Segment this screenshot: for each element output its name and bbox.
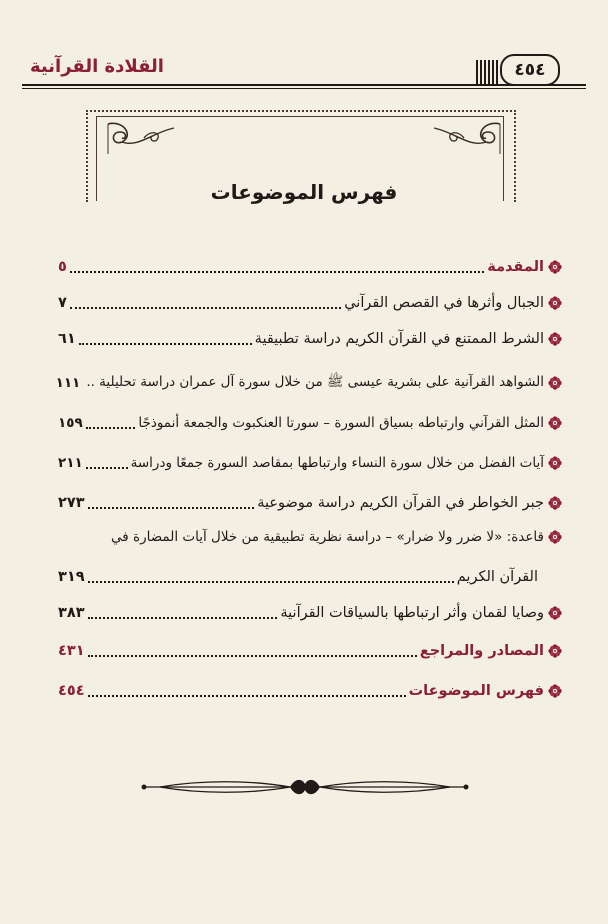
toc-entry[interactable]: [58, 408, 562, 438]
toc-entry-page: ٤٣١: [58, 643, 85, 659]
dot-leader: [88, 694, 406, 697]
dot-leader: [86, 426, 136, 429]
toc-entry-title: فهرس الموضوعات: [408, 683, 544, 699]
book-title: القلادة القرآنية: [30, 56, 164, 77]
toc-entry-page: ٧: [58, 295, 67, 311]
flower-bullet-icon: [548, 606, 562, 620]
toc-entry[interactable]: [58, 488, 562, 518]
toc-entry-page: ٢٧٣: [58, 495, 85, 511]
divider-ornament-icon: [140, 772, 470, 802]
flower-bullet-icon: [548, 376, 562, 390]
toc-entry-page: ١١١: [55, 375, 81, 391]
toc-entry-continuation[interactable]: [58, 562, 562, 592]
toc-entry[interactable]: [58, 676, 562, 706]
page-title: فهرس الموضوعات: [210, 180, 398, 204]
toc-entry[interactable]: [58, 522, 562, 552]
toc-entry[interactable]: [58, 324, 562, 354]
flower-bullet-icon: [548, 644, 562, 658]
flower-bullet-icon: [548, 416, 562, 430]
toc-entry-title-continuation: القرآن الكريم: [456, 569, 538, 585]
flower-bullet-icon: [548, 332, 562, 346]
flower-bullet-icon: [548, 530, 562, 544]
toc-entry[interactable]: [58, 448, 562, 478]
dot-leader: [88, 654, 417, 657]
flower-bullet-icon: [548, 260, 562, 274]
dot-leader: [79, 342, 252, 345]
toc-entry-page: ٣٨٣: [58, 605, 85, 621]
dot-leader: [88, 506, 255, 509]
dot-leader: [88, 616, 278, 619]
toc-entry[interactable]: [58, 636, 562, 666]
toc-entry-title: آيات الفضل من خلال سورة النساء وارتباطها بمقاصد السورة جمعًا ودراسة: [130, 455, 544, 471]
toc-entry[interactable]: [55, 368, 562, 398]
header-rule: [22, 84, 586, 86]
toc-entry-page: ٦١: [58, 331, 76, 347]
dot-leader: [70, 270, 484, 273]
toc-entry-title: الشرط الممتنع في القرآن الكريم دراسة تطبيقية: [254, 331, 544, 347]
toc-entry[interactable]: [58, 288, 562, 318]
floral-scroll-icon-right: [424, 118, 504, 158]
toc-entry-title: المقدمة: [487, 259, 544, 275]
toc-entry-title: قاعدة: «لا ضرر ولا ضرار» – دراسة نظرية تطبيقية من خلال آيات المضارة في: [111, 529, 544, 545]
toc-entry-title: وصايا لقمان وأثر ارتباطها بالسياقات القرآنية: [280, 605, 544, 621]
toc-entry[interactable]: [58, 598, 562, 628]
dot-leader: [86, 466, 128, 469]
header-stripes-decoration: [476, 60, 498, 84]
header-rule-thin: [22, 88, 586, 89]
toc-entry-title: الجبال وأثرها في القصص القرآني: [344, 295, 544, 311]
toc-entry-title: المثل القرآني وارتباطه بسياق السورة – سورتا العنكبوت والجمعة أنموذجًا: [138, 415, 544, 431]
toc-entry-page: ٢١١: [58, 455, 83, 471]
toc-entry-title: الشواهد القرآنية على بشرية عيسى ﷺ من خلال سورة آل عمران دراسة تحليلية ..: [86, 374, 544, 390]
toc-entry[interactable]: [58, 252, 562, 282]
flower-bullet-icon: [548, 456, 562, 470]
dot-leader: [70, 306, 341, 309]
flower-bullet-icon: [548, 684, 562, 698]
flower-bullet-icon: [548, 496, 562, 510]
toc-entry-page: ٤٥٤: [58, 683, 85, 699]
dot-leader: [88, 580, 454, 583]
running-header: [22, 54, 586, 88]
toc-entry-title: المصادر والمراجع: [419, 643, 544, 659]
toc-entry-title: جبر الخواطر في القرآن الكريم دراسة موضوعية: [257, 495, 544, 511]
toc-entry-page: ١٥٩: [58, 415, 83, 431]
flower-bullet-icon: [548, 296, 562, 310]
page-number-badge: ٤٥٤: [500, 54, 560, 86]
floral-scroll-icon-left: [104, 118, 184, 158]
toc-entry-page: ٣١٩: [58, 569, 85, 585]
toc-entry-page: ٥: [58, 259, 67, 275]
